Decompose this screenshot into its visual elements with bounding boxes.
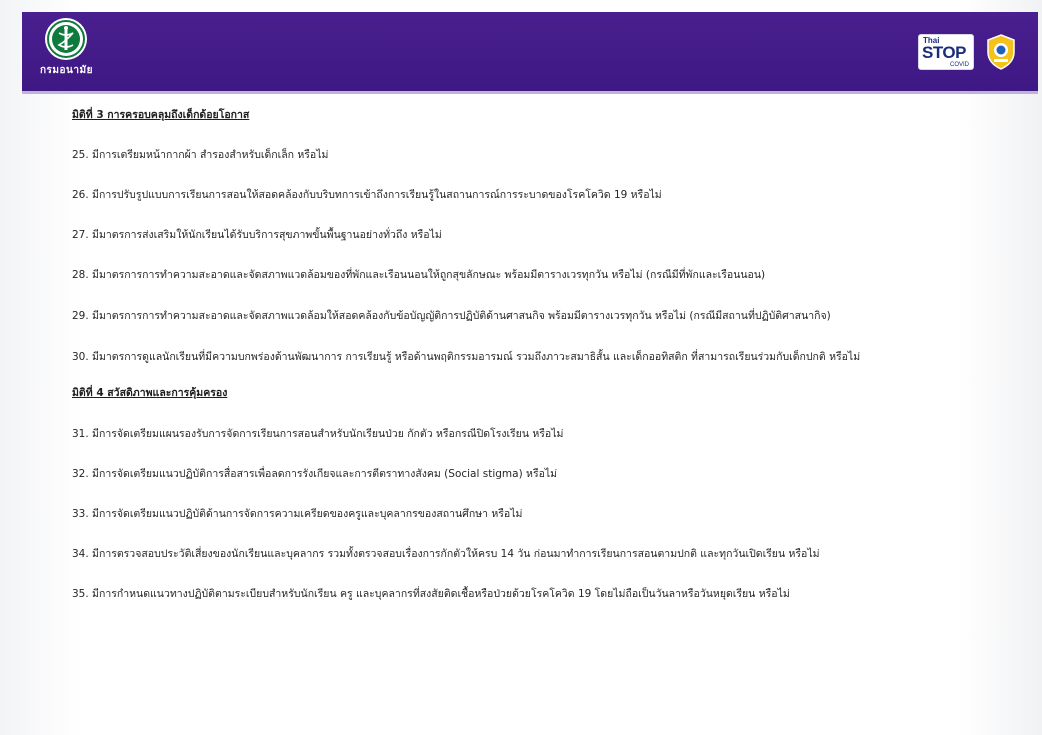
checklist-item-35: 35. มีการกำหนดแนวทางปฏิบัติตามระเบียบสำหรับนักเรียน ครู และบุคลากรที่สงสัยติดเชื้อหรือป่วยด้วยโรคโควิด 19 โดยไม่ถือเป็นวันลาหรือวันหยุดเรียน หรือไม่ — [72, 588, 790, 600]
stop-badge-main-text: STOP — [922, 43, 966, 62]
checklist-item-31: 31. มีการจัดเตรียมแผนรองรับการจัดการเรียนการสอนสำหรับนักเรียนป่วย กักตัว หรือกรณีปิดโรงเรียน หรือไม่ — [72, 428, 564, 440]
checklist-item-34: 34. มีการตรวจสอบประวัติเสี่ยงของนักเรียนและบุคลากร รวมทั้งตรวจสอบเรื่องการกักตัวให้ครบ 14 วัน ก่อนมาทำการเรียนการสอนตามปกติ และทุกวันเปิดเรียน หรือไม่ — [72, 548, 820, 560]
checklist-item-25: 25. มีการเตรียมหน้ากากผ้า สำรองสำหรับเด็กเล็ก หรือไม่ — [72, 149, 329, 161]
department-name: กรมอนามัย — [40, 65, 93, 76]
checklist-item-28: 28. มีมาตรการการทำความสะอาดและจัดสภาพแวดล้อมของที่พักและเรือนนอนให้ถูกสุขลักษณะ พร้อมมีตารางเวรทุกวัน หรือไม่ (กรณีมีที่พักและเรือนนอน) — [72, 269, 766, 281]
section-title-dimension-4: มิติที่ 4 สวัสดิภาพและการคุ้มครอง — [72, 387, 228, 399]
thai-stop-covid-badge — [918, 34, 974, 70]
checklist-item-33: 33. มีการจัดเตรียมแนวปฏิบัติด้านการจัดการความเครียดของครูและบุคลากรของสถานศึกษา หรือไม่ — [72, 508, 523, 520]
section-title-dimension-3: มิติที่ 3 การครอบคลุมถึงเด็กด้อยโอกาส — [72, 109, 250, 121]
checklist-item-30: 30. มีมาตรการดูแลนักเรียนที่มีความบกพร่องด้านพัฒนาการ การเรียนรู้ หรือด้านพฤติกรรมอารมณ์ รวมถึงภาวะสมาธิสั้น และเด็กออทิสติก ที่สามารถเรียนร่วมกับเด็กปกติ หรือไม่ — [72, 351, 861, 363]
checklist-item-32: 32. มีการจัดเตรียมแนวปฏิบัติการสื่อสารเพื่อลดการรังเกียจและการตีตราทางสังคม (Social stigma) หรือไม่ — [72, 468, 558, 480]
checklist-item-27: 27. มีมาตรการส่งเสริมให้นักเรียนได้รับบริการสุขภาพขั้นพื้นฐานอย่างทั่วถึง หรือไม่ — [72, 229, 442, 241]
shield-emblem-icon — [986, 34, 1016, 70]
checklist-item-26: 26. มีการปรับรูปแบบการเรียนการสอนให้สอดคล้องกับบริบทการเข้าถึงการเรียนรู้ในสถานการณ์การระบาดของโรคโควิด 19 หรือไม่ — [72, 189, 662, 201]
stop-badge-top-text: Thai — [923, 36, 940, 45]
department-of-health-logo-icon — [44, 17, 88, 61]
checklist-item-29: 29. มีมาตรการการทำความสะอาดและจัดสภาพแวดล้อมให้สอดคล้องกับข้อบัญญัติการปฏิบัติด้านศาสนกิจ พร้อมมีตารางเวรทุกวัน หรือไม่ (กรณีมีสถานที่ปฏิบัติศาสนากิจ) — [72, 310, 831, 322]
stop-badge-bottom-text: COVID — [949, 62, 969, 68]
header-banner — [22, 12, 1038, 94]
